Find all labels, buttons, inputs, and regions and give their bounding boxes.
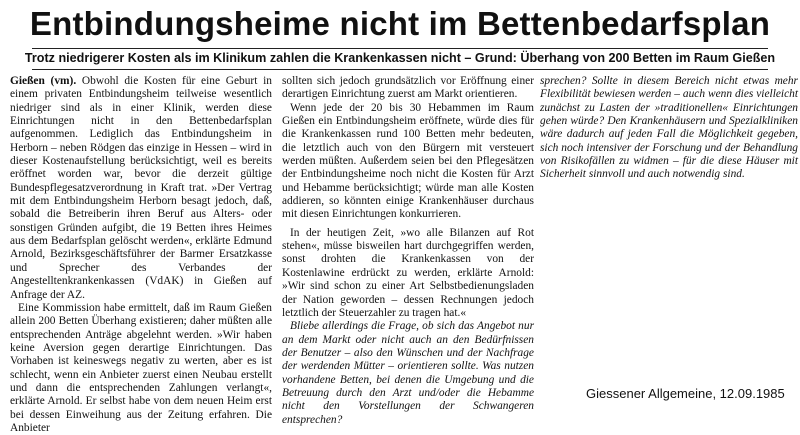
article-column-2 <box>282 75 534 426</box>
dateline: Gießen (vm). <box>10 75 77 87</box>
paragraph: sollten sich jedoch grundsätzlich vor Eröffnung einer derartigen Einrichtung zuerst am Markt orientieren. <box>282 75 534 101</box>
article-column-3 <box>540 75 798 225</box>
paragraph-text: Obwohl die Kosten für eine Geburt in einem privaten Entbindungsheim teilweise wesentlich niedriger sind als in einer Klinik, werden diese Einrichtungen nicht in den Bettenbedarfsplan aufgenommen. Lediglich das Entbindungsheim in Herborn – neben Rödgen das einzige in Hessen – wird in dieser Kostenaufstellung berücksichtigt, weil es bereits eröffnet worden war, bevor die derzeit gültige Bundespflegesatzverordnung in Kraft trat. »Der Vertrag mit dem Entbindungsheim Herborn besagt jedoch, daß, sobald die Betreiberin ihren Beruf aus Alters- oder sonstigen Gründen aufgibt, die 19 Betten ihres Heimes aus dem Bedarfsplan gelöscht werden«, erklärte Edmund Arnold, Bezirksgeschäftsführer der Barmer Ersatzkasse und Sprecher des Verbandes der Angestelltenkrankenkassen (VdAK) in Gießen auf Anfrage der AZ. <box>10 75 272 301</box>
subheadline-rule <box>32 69 768 70</box>
source-caption: Giessener Allgemeine, 12.09.1985 <box>586 386 785 401</box>
headline: Entbindungsheime nicht im Bettenbedarfsplan <box>29 5 771 42</box>
paragraph: Eine Kommission habe ermittelt, daß im Raum Gießen allein 200 Betten Überhang existieren; daher müßten alle entsprechenden Anträge abgelehnt werden. »Wir haben keine Aversion gegen derartige Einrichtungen. Das Vorhaben ist keineswegs negativ zu werten, aber es ist schlecht, wenn ein Anbieter zuerst einen Neubau erstellt und dann die entsprechenden Zahlungen verlangt«, erklärte Arnold. Er selbst habe von dem neuen Heim erst bei dessen Einweihung aus der Zeitung erfahren. Die Anbieter <box>10 301 272 434</box>
paragraph: Bliebe allerdings die Frage, ob sich das Angebot nur an dem Markt oder nicht auch an den Bedürfnissen der Benutzer – also den Wünschen und der Nachfrage der werdenden Mütter – orientieren sollte. Was nutzen vorhandene Betten, bei denen die Umgebung und die Betreuung durch den Arzt und/oder die Hebamme nicht den Vorstellungen der Schwangeren entsprechen? <box>282 320 534 426</box>
paragraph: sprechen? Sollte in diesem Bereich nicht etwas mehr Flexibilität bewiesen werden – auch wenn dies vielleicht zunächst zu Lasten der »traditionellen« Einrichtungen gehen würde? Den Krankenhäusern und Spezialkliniken wäre dadurch auf jeden Fall die Möglichkeit gegeben, sich noch intensiver der Forschung und der Behandlung von Risikofällen zu widmen – für die diese Häuser mit Sicherheit sinnvoll und auch notwendig sind. <box>540 75 798 181</box>
article-column-1 <box>10 75 272 434</box>
paragraph: Wenn jede der 20 bis 30 Hebammen im Raum Gießen ein Entbindungsheim eröffnete, würde dies für die Krankenkassen rund 100 Betten mehr bedeuten, die letztlich auch von den Bürgern mit versteuert werden müßten. Außerdem seien bei den Pflegesätzen der Entbindungsheime noch nicht die Kosten für Arzt und Hebamme berücksichtigt; würde man alle Kosten addieren, so könnten einige Krankenhäuser durchaus mit diesen Einrichtungen konkurrieren. <box>282 101 534 221</box>
paragraph: In der heutigen Zeit, »wo alle Bilanzen auf Rot stehen«, müsse bisweilen hart durchgegriffen werden, sonst drohten die Krankenkassen von der Kostenlawine erdrückt zu werden, erklärte Arnold: »Wir sind schon zu einer Art Selbstbedienungsladen der Nation geworden – dessen Rechnungen jedoch letztlich der Steuerzahler zu tragen hat.« <box>282 226 534 319</box>
subheadline: Trotz niedrigerer Kosten als im Klinikum zahlen die Krankenkassen nicht – Grund: Überhang von 200 Betten im Raum Gießen <box>24 51 776 65</box>
headline-rule <box>32 48 768 49</box>
paragraph <box>10 75 272 302</box>
